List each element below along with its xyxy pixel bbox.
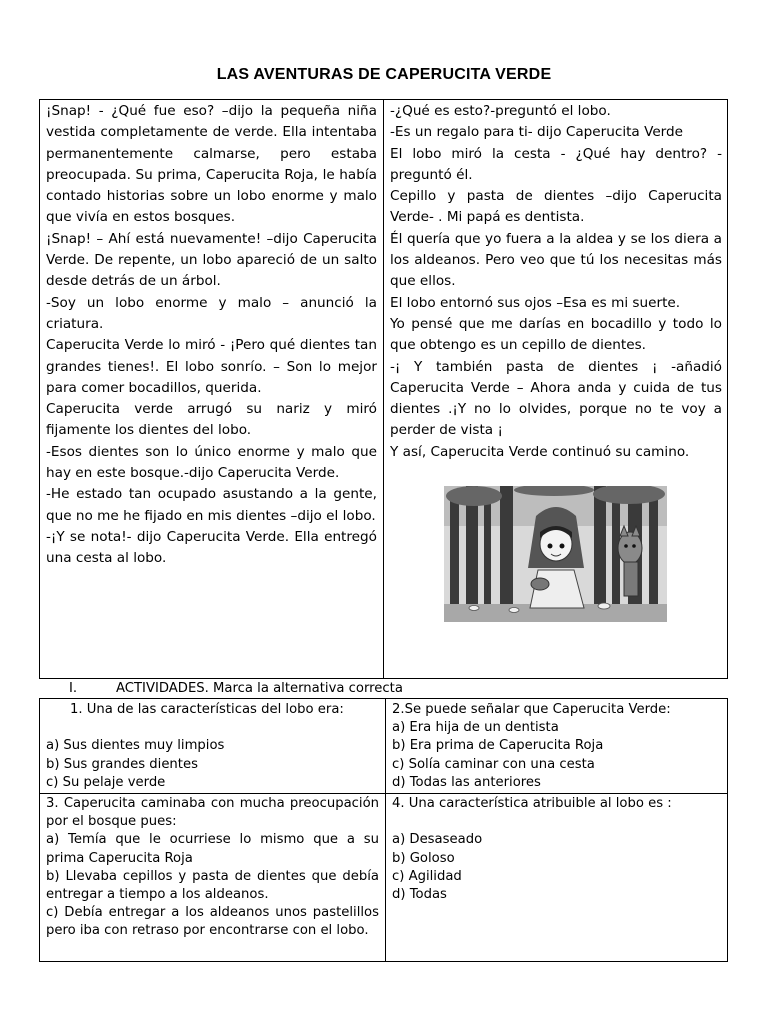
story-paragraph: Caperucita verde arrugó su nariz y miró fijamente los dientes del lobo.	[46, 401, 377, 439]
question-stem: 1. Una de las características del lobo era:	[70, 702, 344, 717]
option-c[interactable]: c) Agilidad	[392, 868, 462, 884]
forest-illustration	[444, 486, 667, 622]
story-paragraph: Yo pensé que me darías en bocadillo y todo lo que obtengo es un cepillo de dientes.	[390, 315, 722, 354]
activities-heading	[69, 681, 403, 697]
option-b[interactable]: b) Sus grandes dientes	[46, 756, 198, 772]
questions-table	[39, 698, 728, 962]
questions-column-divider	[385, 699, 386, 961]
story-paragraph: Cepillo y pasta de dientes –dijo Caperucita Verde- . Mi papá es dentista.	[390, 188, 722, 226]
option-c[interactable]: c) Solía caminar con una cesta	[392, 756, 595, 772]
page-title: LAS AVENTURAS DE CAPERUCITA VERDE	[216, 66, 552, 83]
question-1	[46, 701, 379, 792]
story-paragraph: -¡Y se nota!- dijo Caperucita Verde. Ella entregó una cesta al lobo.	[46, 528, 377, 567]
option-a[interactable]: a) Sus dientes muy limpios	[46, 738, 225, 754]
story-paragraph: -Esos dientes son lo único enorme y malo que hay en este bosque.-dijo Caperucita Verde.	[46, 443, 377, 482]
option-d[interactable]: d) Todas	[392, 887, 447, 902]
story-paragraph: Y así, Caperucita Verde continuó su camino.	[390, 443, 690, 460]
column-divider	[383, 100, 384, 678]
activities-title: ACTIVIDADES. Marca la alternativa correcta	[116, 681, 403, 696]
option-a[interactable]: a) Desaseado	[392, 832, 483, 848]
girl-figure	[528, 507, 584, 608]
question-stem: 4. Una característica atribuible al lobo es :	[392, 796, 672, 811]
option-a[interactable]: a) Temía que le ocurriese lo mismo que a su prima Caperucita Roja	[46, 832, 379, 866]
question-4	[392, 795, 722, 904]
option-c[interactable]: c) Debía entregar a los aldeanos unos pastelillos pero iba con retraso por encontrarse con el lobo.	[46, 905, 379, 939]
question-stem: 2.Se puede señalar que Caperucita Verde:	[392, 702, 671, 717]
story-paragraph: -He estado tan ocupado asustando a la gente, que no me he fijado en mis dientes –dijo el lobo.	[46, 486, 377, 524]
option-c[interactable]: c) Su pelaje verde	[46, 774, 166, 790]
questions-row-divider	[40, 793, 727, 794]
question-stem: 3. Caperucita caminaba con mucha preocupación por el bosque pues:	[46, 796, 379, 830]
story-right-column	[390, 101, 722, 463]
question-2	[392, 701, 722, 792]
story-paragraph: -¡ Y también pasta de dientes ¡ -añadió Caperucita Verde – Ahora anda y cuida de tus dientes .¡Y no lo olvides, porque no te voy a perder de vista ¡	[390, 358, 722, 439]
story-left-column	[46, 101, 377, 570]
option-d[interactable]: d) Todas las anteriores	[392, 774, 541, 790]
story-paragraph: Él quería que yo fuera a la aldea y se los diera a los aldeanos. Pero veo que tú los necesitas más que ellos.	[390, 230, 722, 290]
story-paragraph: Caperucita Verde lo miró - ¡Pero qué dientes tan grandes tienes!. El lobo sonrío. – Son lo mejor para comer bocadillos, querida.	[46, 337, 377, 396]
story-paragraph: ¡Snap! - ¿Qué fue eso? –dijo la pequeña niña vestida completamente de verde. Ella intentaba permanentemente calmarse, pero estaba preocupada. Su prima, Caperucita Roja, le había contado historias sobre un lobo enorme y malo que vivía en estos bosques.	[46, 103, 377, 226]
question-3	[46, 795, 379, 941]
story-paragraph: El lobo miró la cesta - ¿Qué hay dentro? - preguntó él.	[390, 145, 722, 183]
option-b[interactable]: b) Era prima de Caperucita Roja	[392, 738, 604, 754]
story-paragraph: -¿Qué es esto?-preguntó el lobo.	[390, 103, 611, 119]
option-b[interactable]: b) Goloso	[392, 850, 455, 866]
story-paragraph: ¡Snap! – Ahí está nuevamente! –dijo Caperucita Verde. De repente, un lobo apareció de un salto desde detrás de un árbol.	[46, 230, 377, 290]
section-number: I.	[69, 681, 78, 696]
story-paragraph: -Es un regalo para ti- dijo Caperucita Verde	[390, 124, 684, 141]
story-paragraph: -Soy un lobo enorme y malo – anunció la criatura.	[46, 294, 377, 332]
story-paragraph: El lobo entornó sus ojos –Esa es mi suerte.	[390, 294, 681, 311]
option-b[interactable]: b) Llevaba cepillos y pasta de dientes que debía entregar a tiempo a los aldeanos.	[46, 868, 379, 903]
option-a[interactable]: a) Era hija de un dentista	[392, 720, 559, 736]
